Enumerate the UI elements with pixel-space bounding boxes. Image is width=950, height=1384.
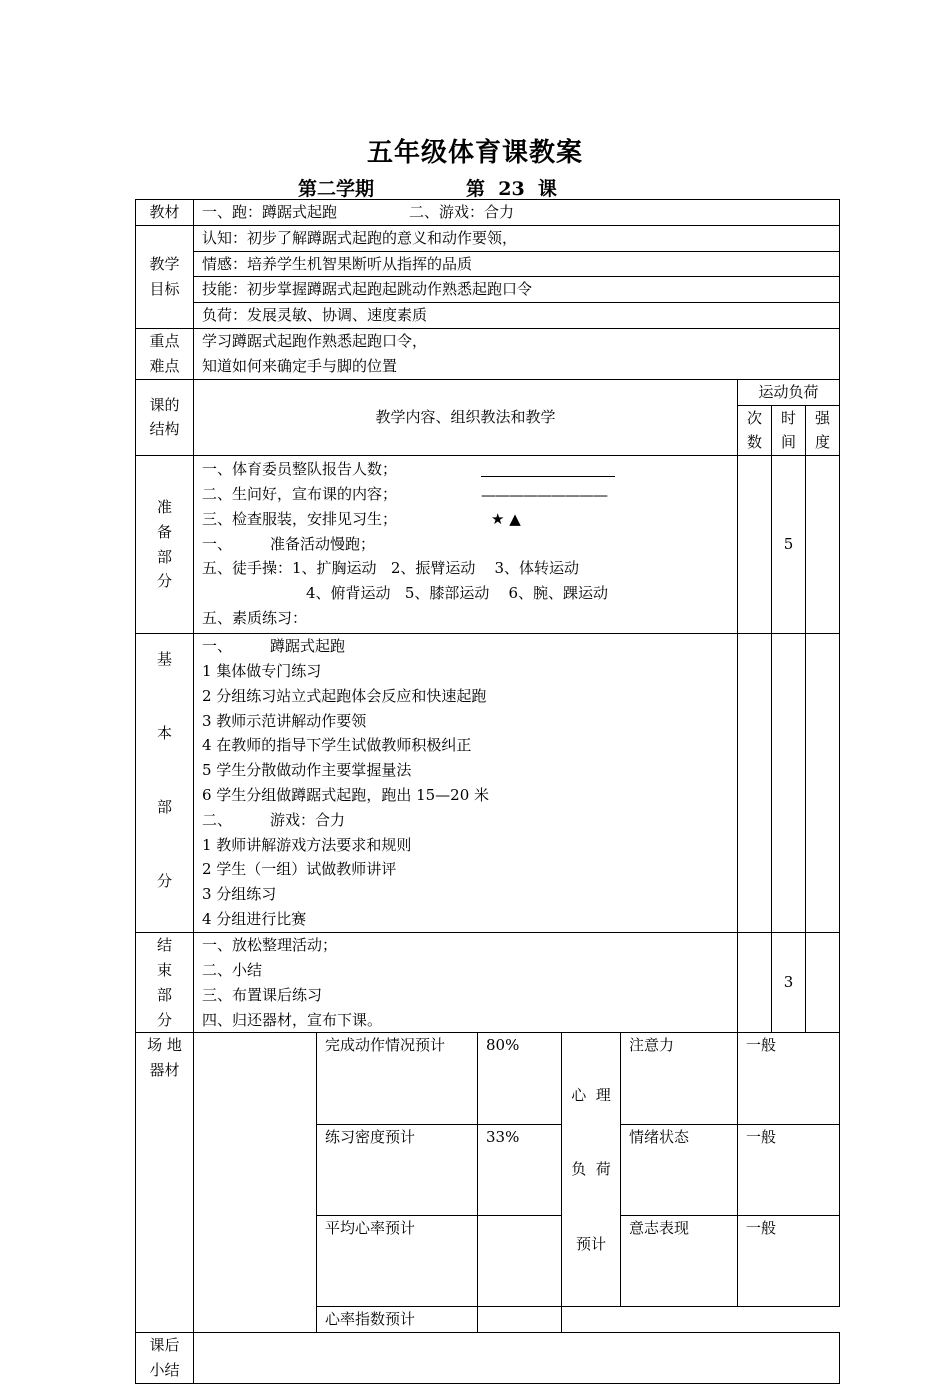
game-step-3: 3 分组练习	[202, 885, 277, 904]
end-intensity	[806, 933, 840, 1033]
intensity-header: 强 度	[806, 405, 840, 456]
load-header: 运动负荷	[738, 379, 840, 405]
lesson-heading: 第 23 课	[466, 178, 557, 200]
prep-intensity	[806, 456, 840, 634]
basic-step-4: 4 在教师的指导下学生试做教师积极纠正	[202, 736, 472, 755]
venue-label: 场 地 器材	[136, 1033, 194, 1333]
end-content	[194, 933, 738, 1033]
summary-content	[194, 1332, 840, 1383]
forecast-name-3: 平均心率预计	[317, 1215, 478, 1306]
psych-label: 心 理 负 荷 预计	[562, 1033, 621, 1307]
basic-intensity	[806, 634, 840, 933]
prep-line-4: 准备活动慢跑；	[270, 534, 376, 553]
structure-header: 课的 结构	[136, 379, 194, 456]
goal-load: 负荷：发展灵敏、协调、速度素质	[194, 303, 840, 329]
key-points-label: 重点 难点	[136, 328, 194, 379]
basic-duration	[772, 634, 806, 933]
end-times	[738, 933, 772, 1033]
basic-section	[136, 634, 840, 933]
forecast-name-2: 练习密度预计	[317, 1124, 478, 1215]
basic-heading-2: 游戏：合力	[270, 810, 346, 829]
goal-row-emotion	[136, 251, 840, 277]
prep-line-2: 二、生问好，宣布课的内容；	[202, 484, 398, 503]
star-triangle-symbols: ★ ▲	[491, 509, 521, 528]
summary-label: 课后 小结	[136, 1332, 194, 1383]
venue-content	[194, 1033, 317, 1333]
game-step-1: 1 教师讲解游戏方法要求和规则	[202, 835, 412, 854]
game-step-2: 2 学生（一组）试做教师讲评	[202, 860, 397, 879]
prep-content: 一、体育委员整队报告人数； 二、生问好，宣布课的内容； ————————— 三、检查服装，安排见习生； ★ ▲ 一、 准备活动慢跑； 五、徒手操：1、扩胸运动 2、振臂运动 3、体转运动 4、俯背运动 5、膝部运动 6、腕、踝运动 五、素质练习：	[194, 456, 738, 634]
semester-heading: 第二学期	[298, 178, 375, 200]
end-label: 结 束 部 分	[136, 933, 194, 1033]
end-step-1: 一、放松整理活动；	[202, 936, 338, 955]
page-title: 五年级体育课教案	[366, 138, 583, 168]
basic-heading-1: 蹲踞式起跑	[270, 637, 346, 656]
prep-line-5: 五、徒手操：1、扩胸运动 2、振臂运动 3、体转运动	[202, 559, 580, 578]
materials-label: 教材	[136, 200, 194, 226]
prep-times	[738, 456, 772, 634]
prep-section	[136, 456, 840, 634]
basic-step-1: 1 集体做专门练习	[202, 661, 322, 680]
goal-row-load	[136, 303, 840, 329]
lesson-plan-table	[135, 199, 840, 1384]
basic-step-6: 6 学生分组做蹲踞式起跑，跑出 15—20 米	[202, 785, 490, 804]
psych-value-1: 一般	[738, 1033, 840, 1124]
psych-value-3: 一般	[738, 1215, 840, 1306]
end-step-3: 三、布置课后练习	[202, 985, 323, 1004]
goal-skill: 技能：初步掌握蹲踞式起跑起跳动作熟悉起跑口令	[194, 277, 840, 303]
goal-cognition: 认知：初步了解蹲踞式起跑的意义和动作要领，	[194, 225, 840, 251]
psych-value-2: 一般	[738, 1124, 840, 1215]
forecast-name-1: 完成动作情况预计	[317, 1033, 478, 1124]
goal-row-skill	[136, 277, 840, 303]
materials-item-2: 二、游戏：合力	[409, 203, 515, 221]
goals-label: 教学 目标	[136, 225, 194, 328]
key-points-content: 学习蹲踞式起跑作熟悉起跑口令， 知道如何来确定手与脚的位置	[194, 328, 840, 379]
basic-step-2: 2 分组练习站立式起跑体会反应和快速起跑	[202, 686, 487, 705]
times-header: 次 数	[738, 405, 772, 456]
game-step-4: 4 分组进行比赛	[202, 909, 307, 928]
venue-row-1	[136, 1033, 840, 1124]
goal-emotion: 情感：培养学生机智果断听从指挥的品质	[194, 251, 840, 277]
psych-name-3: 意志表现	[621, 1215, 738, 1306]
summary-row	[136, 1332, 840, 1383]
basic-step-3: 3 教师示范讲解动作要领	[202, 711, 367, 730]
basic-step-5: 5 学生分散做动作主要掌握量法	[202, 761, 412, 780]
content-header: 教学内容、组织教法和教学	[194, 379, 738, 456]
psych-name-1: 注意力	[621, 1033, 738, 1124]
materials-row	[136, 200, 840, 226]
prep-line-7: 五、素质练习：	[202, 608, 308, 627]
goal-row-cognition	[136, 225, 840, 251]
forecast-name-4: 心率指数预计	[317, 1307, 478, 1333]
psych-name-2: 情绪状态	[621, 1124, 738, 1215]
prep-line-1: 一、体育委员整队报告人数；	[202, 460, 398, 479]
prep-duration: 5	[772, 456, 806, 634]
forecast-value-3	[478, 1215, 562, 1306]
end-duration: 3	[772, 933, 806, 1033]
end-step-2: 二、小结	[202, 960, 263, 979]
psych-empty	[562, 1307, 840, 1333]
forecast-value-1: 80%	[478, 1033, 562, 1124]
basic-content: 一、 蹲踞式起跑 1 集体做专门练习 2 分组练习站立式起跑体会反应和快速起跑 3 教师示范讲解动作要领 4 在教师的指导下学生试做教师积极纠正 5 学生分散做动作主要掌握量法 6 学生分组做蹲踞式起跑，跑出 15—20 米 二、 游戏：合力 1 教师讲解游戏方法要求和规则 2 学生（一组）试做教师讲评 3 分组练习 4 分组进行比赛	[194, 634, 738, 933]
basic-label: 基 本 部 分	[136, 634, 194, 933]
basic-times	[738, 634, 772, 933]
prep-line-3: 三、检查服装，安排见习生；	[202, 509, 398, 528]
header-row-1	[136, 379, 840, 405]
blank-line	[481, 464, 615, 477]
dashed-mark: —————————	[481, 485, 608, 504]
forecast-value-4	[478, 1307, 562, 1333]
materials-item-1: 一、跑：蹲踞式起跑	[202, 203, 338, 221]
key-points-row	[136, 328, 840, 379]
end-section	[136, 933, 840, 1033]
forecast-value-2: 33%	[478, 1124, 562, 1215]
duration-header: 时 间	[772, 405, 806, 456]
prep-line-6: 4、俯背运动 5、膝部运动 6、腕、踝运动	[306, 584, 609, 603]
end-step-4: 四、归还器材，宣布下课。	[202, 1010, 383, 1029]
prep-label: 准 备 部 分	[136, 456, 194, 634]
materials-content	[194, 200, 840, 226]
